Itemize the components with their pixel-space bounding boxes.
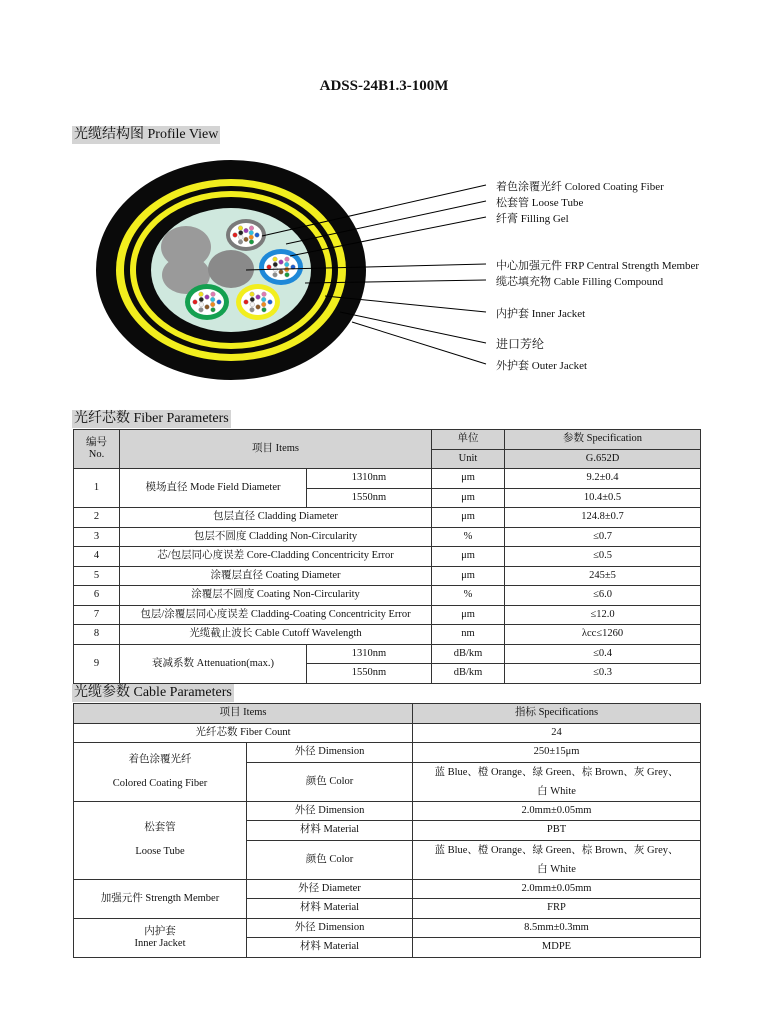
header-no: 编号 No. [74,430,120,469]
loose-tube [185,284,229,320]
callout-inner-jacket: 内护套 Inner Jacket [496,308,586,320]
header-unit-en: Unit [432,449,505,469]
row-spec: ≤0.4 [505,644,701,664]
callout-filling-gel: 纤膏 Filling Gel [496,213,569,225]
callout-loose-tube: 松套管 Loose Tube [496,197,584,209]
row-wavelength: 1310nm [307,469,432,489]
colored-fiber [244,300,249,305]
colored-fiber [273,272,278,277]
colored-fiber [238,226,243,231]
row-unit: nm [432,625,505,645]
row-no: 6 [74,586,120,606]
colored-fiber [244,237,249,242]
row-group: 着色涂覆光纤 Colored Coating Fiber [74,743,247,802]
row-wavelength: 1550nm [307,664,432,684]
row-spec: 245±5 [505,566,701,586]
row-unit: μm [432,547,505,567]
colored-fiber [211,292,216,297]
row-spec: 蓝 Blue、橙 Orange、绿 Green、棕 Brown、灰 Grey、 白 White [413,840,701,879]
row-unit: % [432,586,505,606]
row-spec: ≤0.3 [505,664,701,684]
row-spec: 250±15μm [413,743,701,763]
row-no: 1 [74,469,120,508]
colored-fiber [255,233,260,238]
loose-tube [226,219,266,251]
row-spec: ≤6.0 [505,586,701,606]
colored-fiber [199,307,204,312]
header-spec: 指标 Specifications [413,704,701,724]
central-strength-member [208,250,254,288]
colored-fiber [261,297,266,302]
row-spec: 2.0mm±0.05mm [413,879,701,899]
row-spec: FRP [413,899,701,919]
row-no: 4 [74,547,120,567]
table-row [74,723,701,743]
cable-parameters-heading: 光缆参数 Cable Parameters [74,685,232,700]
cable-parameters-table [73,703,701,958]
colored-fiber [256,305,261,310]
row-unit: μm [432,508,505,528]
row-no: 7 [74,605,120,625]
row-item: 颜色 Color [247,762,413,801]
row-item: 芯/包层同心度误差 Core-Cladding Concentricity Error [120,547,432,567]
row-no: 5 [74,566,120,586]
row-group: 松套管 Loose Tube [74,801,247,879]
colored-fiber [284,262,289,267]
colored-fiber [249,231,254,236]
row-no: 3 [74,527,120,547]
row-item: 光纤芯数 Fiber Count [74,723,413,743]
row-no: 8 [74,625,120,645]
table-row [74,879,701,899]
row-unit: μm [432,469,505,489]
colored-fiber [249,240,254,245]
table-row [74,508,701,528]
colored-fiber [285,257,290,262]
row-spec: MDPE [413,938,701,958]
row-unit: % [432,527,505,547]
colored-fiber [238,235,243,240]
row-spec: 蓝 Blue、橙 Orange、绿 Green、棕 Brown、灰 Grey、 白 White [413,762,701,801]
colored-fiber [205,295,210,300]
loose-tube [236,284,280,320]
callout-cable-filling-compound: 缆芯填充物 Cable Filling Compound [496,276,664,288]
colored-fiber [262,307,267,312]
table-row [74,430,701,450]
colored-fiber [268,300,273,305]
header-unit-cn: 单位 [432,430,505,450]
row-no: 2 [74,508,120,528]
colored-fiber [249,226,254,231]
row-no: 9 [74,644,120,683]
row-spec: ≤0.7 [505,527,701,547]
row-spec: 9.2±0.4 [505,469,701,489]
header-spec-type: G.652D [505,449,701,469]
table-row [74,918,701,938]
row-item: 涂覆层直径 Coating Diameter [120,566,432,586]
row-spec: PBT [413,821,701,841]
colored-fiber [233,233,238,238]
row-wavelength: 1310nm [307,644,432,664]
table-row [74,527,701,547]
row-spec: 10.4±0.5 [505,488,701,508]
row-item: 材料 Material [247,821,413,841]
row-spec: 8.5mm±0.3mm [413,918,701,938]
table-row [74,605,701,625]
table-row [74,566,701,586]
row-item: 材料 Material [247,938,413,958]
callout-aramid: 进口芳纶 [496,337,545,351]
row-item: 颜色 Color [247,840,413,879]
colored-fiber [210,297,215,302]
table-row [74,625,701,645]
row-item: 模场直径 Mode Field Diameter [120,469,307,508]
colored-fiber [199,302,204,307]
colored-fiber [273,257,278,262]
colored-fiber [279,260,284,265]
table-row [74,801,701,821]
row-unit: dB/km [432,644,505,664]
colored-fiber [199,297,204,302]
colored-fiber [211,307,216,312]
row-item: 涂覆层不圆度 Coating Non-Circularity [120,586,432,606]
colored-fiber [210,302,215,307]
table-row [74,704,701,724]
colored-fiber [238,240,243,245]
colored-fiber [250,292,255,297]
colored-fiber [256,295,261,300]
row-spec: 2.0mm±0.05mm [413,801,701,821]
colored-fiber [217,300,222,305]
colored-fiber [244,228,249,233]
row-item: 材料 Material [247,899,413,919]
colored-fiber [285,272,290,277]
row-unit: μm [432,488,505,508]
colored-fiber [199,292,204,297]
row-item: 外径 Dimension [247,801,413,821]
colored-fiber [250,302,255,307]
row-spec: 24 [413,723,701,743]
row-unit: μm [432,566,505,586]
row-item: 衰减系数 Attenuation(max.) [120,644,307,683]
row-spec: ≤0.5 [505,547,701,567]
fiber-parameters-table [73,429,701,684]
row-item: 外径 Dimension [247,918,413,938]
header-items: 项目 Items [120,430,432,469]
row-item: 包层直径 Cladding Diameter [120,508,432,528]
colored-fiber [205,305,210,310]
table-row [74,644,701,664]
row-item: 外径 Diameter [247,879,413,899]
colored-fiber [250,307,255,312]
row-item: 包层不圆度 Cladding Non-Circularity [120,527,432,547]
profile-view-heading: 光缆结构图 Profile View [74,127,219,142]
row-spec: ≤12.0 [505,605,701,625]
document-title: ADSS-24B1.3-100M [319,78,449,94]
colored-fiber [261,302,266,307]
row-group: 内护套 Inner Jacket [74,918,247,957]
colored-fiber [273,262,278,267]
row-wavelength: 1550nm [307,488,432,508]
row-spec: λcc≤1260 [505,625,701,645]
row-spec: 124.8±0.7 [505,508,701,528]
callout-colored-coating-fiber: 着色涂覆光纤 Colored Coating Fiber [496,181,664,193]
row-item: 光缆截止波长 Cable Cutoff Wavelength [120,625,432,645]
colored-fiber [249,235,254,240]
row-unit: dB/km [432,664,505,684]
table-row [74,547,701,567]
row-group: 加强元件 Strength Member [74,879,247,918]
row-item: 包层/涂覆层同心度误差 Cladding-Coating Concentricity Error [120,605,432,625]
row-item: 外径 Dimension [247,743,413,763]
row-unit: μm [432,605,505,625]
table-row [74,586,701,606]
header-spec: 参数 Specification [505,430,701,450]
colored-fiber [193,300,198,305]
colored-fiber [262,292,267,297]
table-row [74,469,701,489]
colored-fiber [267,265,272,270]
callout-central-strength-member: 中心加强元件 FRP Central Strength Member [496,260,700,272]
colored-fiber [279,270,284,275]
table-row [74,743,701,763]
fiber-parameters-heading: 光纤芯数 Fiber Parameters [74,411,229,426]
header-items: 项目 Items [74,704,413,724]
colored-fiber [238,231,243,236]
callout-outer-jacket: 外护套 Outer Jacket [496,360,588,372]
colored-fiber [250,297,255,302]
